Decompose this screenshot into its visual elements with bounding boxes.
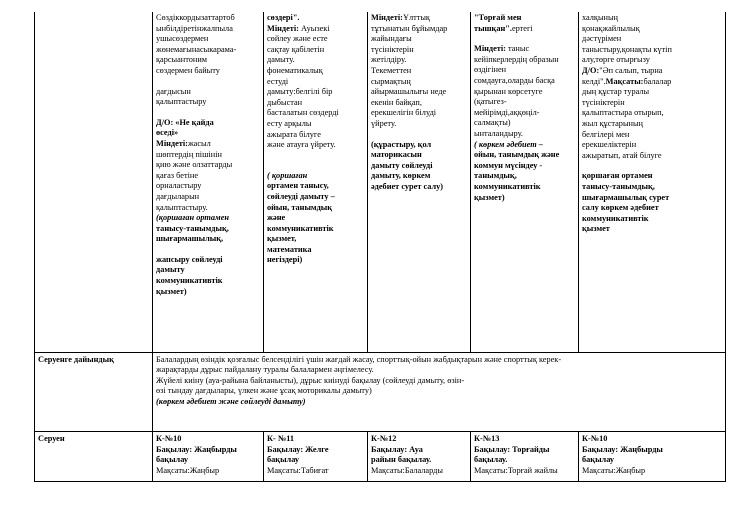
tale-genre: ертегі [511,23,533,33]
text-line: ерекшелігін білуді [371,108,437,118]
text-line: сомдауға,оларды басқа [474,75,555,85]
observation-title: Бақылау: Жаңбырды [582,444,663,454]
walk-cell-1 [153,432,263,481]
text-line: қалыптастыру [156,97,207,107]
text-line: сөйлеу және есте [267,34,328,44]
text-line: жөнемағынасыкарама- [156,44,237,54]
game-title: Д/О: «Не қайда [156,117,214,127]
table-border-bottom [34,481,726,482]
task-line [267,24,364,35]
walk-prep-content [153,353,725,431]
text-line: дағдысын [156,86,191,96]
activity-cell-5 [579,12,725,352]
task-line [156,139,260,150]
observation-title: Бақылау: Жаңбырды [156,444,237,454]
text-line: жетілдіру. [371,55,407,65]
text-line: түсініктерін [582,97,625,107]
text-line: қию және олзаттарды [156,160,233,170]
area-line: математика [267,244,312,254]
text-line: жыл құстарының [582,118,643,128]
text-line: орналастыру [156,181,202,191]
game-title-cont: келді". [582,76,606,86]
tale-title-cont: тышқан". [474,23,512,33]
task-label: Міндеті: [474,44,506,54]
aim-label: Мақсаты: [605,76,644,86]
area-line: дамыту [156,265,185,275]
text-line: шөптердің пішінін [156,149,222,159]
text-line: түсініктерін [371,44,414,54]
aim-text: Мақсаты:Торғай жайлы [474,465,558,475]
text-line: ынталандыру. [474,128,523,138]
area-line: қызмет) [156,286,187,296]
aim-text: Мақсаты:Табиғат [267,465,329,475]
text-line: ажыратып, атай білуге [582,150,662,160]
text-line: сақтау қабілетін [267,44,325,54]
tale-title: сөздері". [267,13,300,22]
game-title: "Әп салып, тырна [599,65,663,75]
area-line: (қоршаған ортамен [156,213,229,223]
text-line: өзі тындау дағдылары, үлкен және ұсақ моторикалы дамыту) [156,386,372,396]
row-label-walk-prep: Серуенге дайындық [38,355,114,364]
text-line: тұтынатын бұйымдар [371,23,448,33]
task-text: таныс [505,44,530,54]
area-line: коммуникативтік [474,181,541,191]
area-line: шығармашылық сурет [582,192,670,202]
observation-title: Бақылау: Ауа [371,444,423,454]
text-line: жайындағы [371,34,412,44]
text-line: мейірімді,аққөңіл- [474,107,540,117]
task-label: Міндеті: [267,23,299,33]
text-line: салмақты) [474,118,511,128]
text-line: Текеметтен [371,65,412,75]
text-line: дағдыларын [156,191,200,201]
observation-title-cont: бақылау. [474,455,508,465]
text-line: ушысөздермен [156,34,209,44]
area-line: ( қоршаған [267,170,308,180]
text-line: кейіпкерлердің образын [474,54,559,64]
observation-title-cont: бақылау [267,455,300,465]
walk-cell-5 [579,432,725,481]
plan-table [34,12,726,482]
row-label-walk: Серуен [38,434,65,443]
task-line [371,13,467,24]
text-line: (қатыгез- [474,97,507,107]
area-line: қызмет [582,224,610,234]
text-line: белгілері мен [582,129,630,139]
area-line: қызмет, [267,234,297,244]
area-line: әдебиет сурет салу) [371,181,444,191]
area-line: танысу-танымдық, [156,223,229,233]
text-line: ерекшеліктерін [582,140,637,150]
text-line: қалыптастыра отырып, [582,108,664,118]
area-line: коммун мүсіндеу - [474,160,543,170]
observation-title: Бақылау: Желге [267,444,329,454]
text-line: жарақтарды дұрыс пайдалану туралы балалармен әңгімелесу. [156,365,374,375]
area-line: және [267,213,286,223]
area-line: коммуникативтік [582,213,649,223]
card-number: К-№13 [474,434,500,443]
text-line: дәстүрімен [582,34,622,44]
text-line: қырынан көрсетуге [474,86,543,96]
walk-cell-3 [368,432,470,481]
aim-text: Мақсаты:Жаңбыр [156,465,220,475]
task-label: Міндеті: [371,13,403,22]
aim-text: Мақсаты:Балаларды [371,465,443,475]
area-line: танымдық, [474,171,517,181]
text-line: Сөздіккордызаттартоб [156,13,235,22]
table-border-right [725,12,726,482]
task-text: Ауызекі [298,23,330,33]
aim-text: балалар [643,76,672,86]
game-label: Д/О: [582,65,600,75]
area-line: салу көркем әдебиет [582,203,659,213]
observation-title-cont: бақылау [582,455,615,465]
task-line [474,44,575,55]
text-line: қағаз бетіне [156,170,198,180]
text-line: қонақжайлылық [582,23,640,33]
card-number: К- №11 [267,434,295,443]
text-line: үйрету. [371,118,397,128]
area-line: шығармашылық, [156,234,224,244]
area-line: қызмет) [474,192,505,202]
text-line: дамыту:белгілі бір [267,87,333,97]
text-line: басталатын сөздерді [267,108,339,118]
game-title-cont: өседі» [156,128,179,138]
area-line: жапсыру сөйлеуді [156,254,223,264]
area-line: коммуникативтік [156,276,223,286]
walk-cell-2 [264,432,367,481]
text-line: естуді [267,76,289,86]
activity-cell-4 [471,12,578,352]
text-line: ынбілдіретінжалпыла [156,23,233,33]
card-number: К-№10 [156,434,182,443]
text-line: дыбыстан [267,97,303,107]
text-line: фонематикалық [267,65,323,75]
text-line: қалыптастыру. [156,202,208,212]
activity-cell-3 [368,12,470,352]
text-line: дамыту. [267,55,295,65]
area-line: танысу-танымдық, [582,181,655,191]
text-line: ажырата білуге [267,129,321,139]
area-line: ортамен танысу, [267,181,329,191]
walk-cell-4 [471,432,578,481]
tale-title: "Торғай мен [474,13,522,22]
area-line: (көркем әдебиет және сөйлеуді дамыту) [156,396,306,406]
activity-cell-1 [153,12,263,352]
text-line: сырмақтың [371,76,411,86]
activity-cell-2 [264,12,367,352]
text-line: дың құстар туралы [582,87,650,97]
card-number: К-№12 [371,434,397,443]
area-line: коммуникативтік [267,223,334,233]
task-text: Ұлттық [402,13,430,22]
text-line: өздігінен [474,65,507,75]
text-line: Жүйелі киіну (ауа-райына байланысты), дұрыс киінуді бақылау (сөйлеуді дамыту, өзін- [156,375,465,385]
text-line: сөздермен байыту [156,65,220,75]
text-line: таныстыру,қонақты күтіп [582,44,672,54]
text-line: есту арқылы [267,118,312,128]
observation-title-cont: райын бақылау. [371,455,432,465]
task-text: жасыл [187,138,211,148]
task-label: Міндеті: [156,138,188,148]
text-line: халқының [582,13,618,22]
area-line: ( көркем әдебиет – [474,139,543,149]
text-line: алу,төрге отырғызу [582,55,650,65]
observation-title-cont: бақылау [156,455,189,465]
area-line: дамыту, көркем [371,171,431,181]
card-number: К-№10 [582,434,608,443]
area-line: ойын, танымдық [267,202,333,212]
area-line: сөйлеуді дамыту – [267,191,335,201]
text-line: және атауға үйрету. [267,140,336,150]
area-line: маторикасын [371,150,422,160]
aim-text: Мақсаты:Жаңбыр [582,465,646,475]
text-line: екенін байқап, [371,97,422,107]
observation-title: Бақылау: Торғайды [474,444,550,454]
area-line: (құрастыру, қол [371,139,432,149]
text-line: Балалардың өзіндік қозғалыс белсенділігі үшін жағдай жасау, спорттық-ойын жабдықтарын және спорттық керек- [156,355,562,364]
area-line: ойын, танымдық және [474,150,560,160]
area-line: негіздері) [267,255,303,265]
area-line: дамыту сөйлеуді [371,160,433,170]
text-line: қарсыантоним [156,55,208,65]
text-line: айырмашылығы неде [371,87,447,97]
area-line: қоршаған ортамен [582,171,653,181]
